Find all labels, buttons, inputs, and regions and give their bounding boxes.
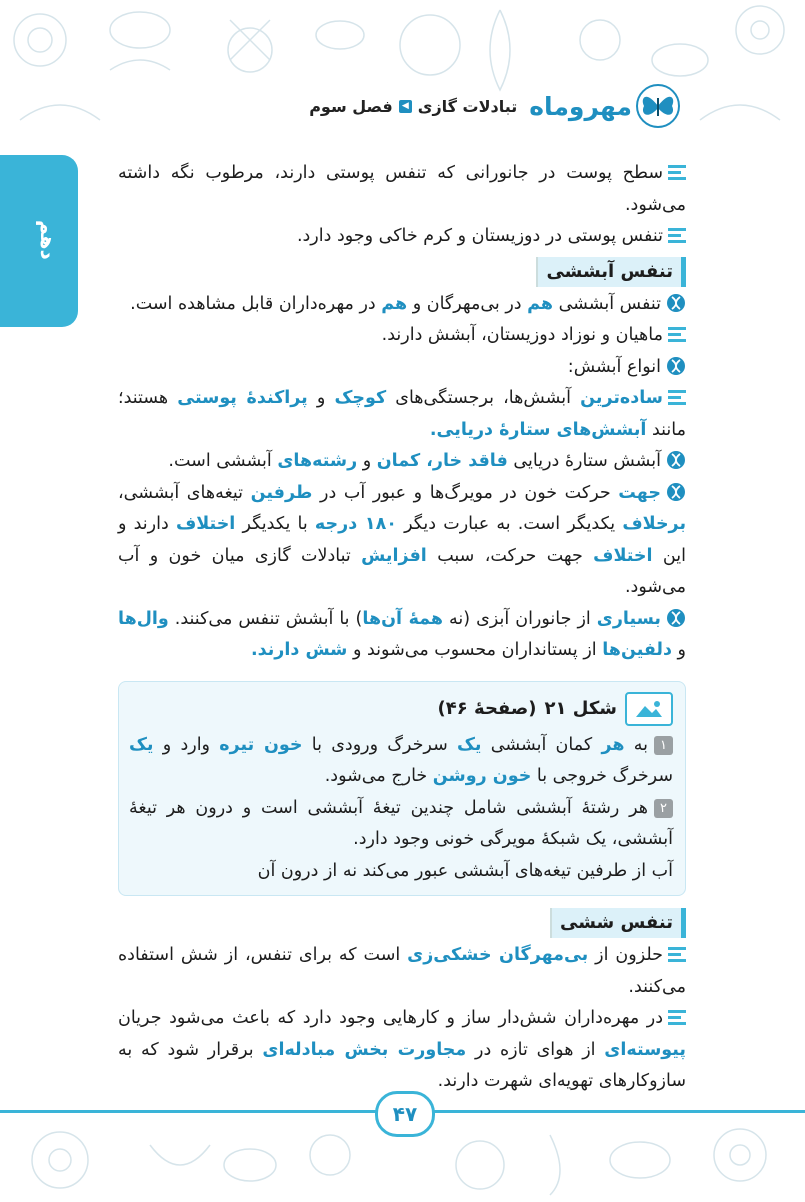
grade-label: دهم: [36, 220, 60, 260]
main-content: [118, 158, 686, 1098]
butterfly-logo-icon: [636, 84, 680, 128]
brand: [529, 84, 680, 128]
paragraph: آبشش ستارهٔ دریایی فاقد خار، کمان و رشته‌های آبششی است.: [118, 446, 686, 478]
figure-note-box: [118, 681, 686, 897]
paragraph: حلزون از بی‌مهرگان خشکی‌زی است که برای تنفس، از شش استفاده می‌کنند.: [118, 945, 686, 997]
number-badge: ۲: [654, 799, 673, 818]
figure-page-ref: (صفحهٔ ۴۶): [437, 697, 537, 719]
paragraph: تنفس آبششی هم در بی‌مهرگان و هم در مهره‌داران قابل مشاهده است.: [118, 289, 686, 321]
figure-item: آب از طرفین تیغه‌های آبششی عبور می‌کند نه از درون آن: [257, 860, 673, 881]
breadcrumb-chapter: فصل سوم: [309, 96, 393, 116]
list-lines-icon: [668, 227, 686, 243]
list-lines-icon: [668, 389, 686, 405]
dna-icon: [666, 356, 686, 376]
image-icon: [625, 692, 673, 726]
paragraph: جهت حرکت خون در مویرگ‌ها و عبور آب در طرفین تیغه‌های آبششی، برخلاف یکدیگر است. به عبارت دیگر ۱۸۰ درجه با یکدیگر اختلاف دارند و این اختلاف جهت حرکت، سبب افزایش تبادلات گازی میان خون و آب می‌شود.: [118, 482, 687, 597]
section-title-lung-respiration: تنفس ششی: [550, 908, 686, 938]
list-lines-icon: [668, 326, 686, 342]
number-badge: ۱: [654, 736, 673, 755]
figure-title: [129, 692, 673, 726]
breadcrumb-topic: تبادلات گازی: [417, 96, 518, 116]
paragraph: در مهره‌داران شش‌دار ساز و کارهایی وجود دارد که باعث می‌شود جریان پیوسته‌ای از هوای تازه در مجاورت بخش مبادله‌ای برقرار شود که به سازوکارهای تهویه‌ای شهرت دارند.: [118, 1008, 686, 1091]
section-title-gill-respiration: تنفس آبششی: [536, 257, 686, 287]
page-header: [120, 78, 680, 134]
paragraph: ماهیان و نوزاد دوزیستان، آبشش دارند.: [118, 320, 686, 352]
page-number: ۴۷: [375, 1091, 435, 1137]
brand-name: مهروماه: [529, 91, 632, 121]
paragraph: انواع آبشش:: [118, 352, 686, 384]
breadcrumb: [309, 97, 517, 116]
figure-label: شکل ۲۱: [544, 697, 617, 719]
chevron-left-icon: ◀: [399, 100, 412, 113]
dna-icon: [666, 608, 686, 628]
paragraph: تنفس پوستی در دوزیستان و کرم خاکی وجود دارد.: [118, 221, 686, 253]
list-lines-icon: [668, 164, 686, 180]
paragraph: سطح پوست در جانورانی که تنفس پوستی دارند، مرطوب نگه داشته می‌شود.: [118, 163, 686, 215]
list-lines-icon: [668, 946, 686, 962]
dna-icon: [666, 482, 686, 502]
list-lines-icon: [668, 1009, 686, 1025]
dna-icon: [666, 293, 686, 313]
dna-icon: [666, 450, 686, 470]
paragraph: ساده‌ترین آبشش‌ها، برجستگی‌های کوچک و پراکندهٔ پوستی هستند؛ مانند آبشش‌های ستارهٔ دریایی.: [118, 388, 686, 440]
figure-item: ۱به هر کمان آبششی یک سرخرگ ورودی با خون تیره وارد و یک سرخرگ خروجی با خون روشن خارج می‌شود.: [129, 734, 673, 786]
paragraph: بسیاری از جانوران آبزی (نه همهٔ آن‌ها) با آبشش تنفس می‌کنند. وال‌ها و دلفین‌ها از پستانداران محسوب می‌شوند و شش دارند.: [118, 608, 686, 660]
figure-item: ۲هر رشتهٔ آبششی شامل چندین تیغهٔ آبششی است و درون هر تیغهٔ آبششی، یک شبکهٔ مویرگی خونی وجود دارد.: [129, 797, 673, 849]
